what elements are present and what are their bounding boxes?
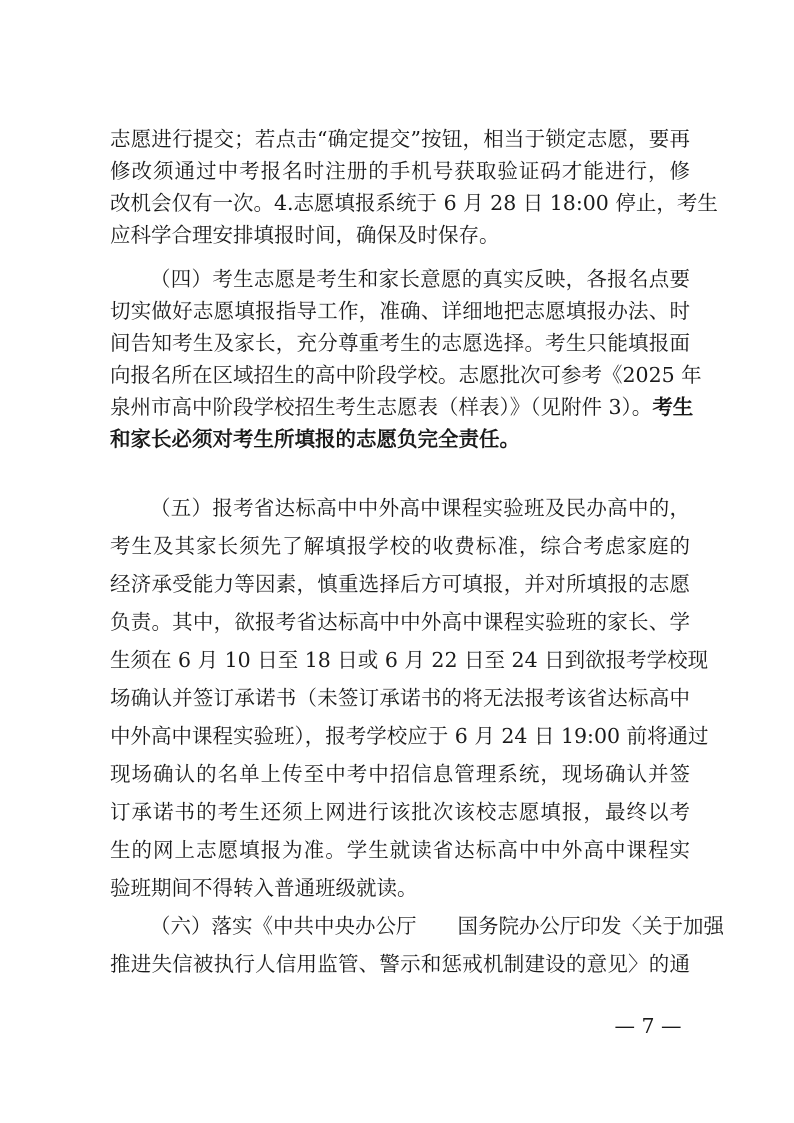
text-line: 生的网上志愿填报为准。学生就读省达标高中中外高中课程实 <box>110 838 690 862</box>
text-line: 负责。其中，欲报考省达标高中中外高中课程实验班的家长、学 <box>110 610 690 634</box>
text-line: 改机会仅有一次。4.志愿填报系统于 6 月 28 日 18:00 停止，考生 <box>110 191 718 215</box>
text-line: 切实做好志愿填报指导工作，准确、详细地把志愿填报办法、时 <box>110 299 690 323</box>
text-line: 现场确认的名单上传至中考中招信息管理系统，现场确认并签 <box>110 762 690 786</box>
text-line: 中外高中课程实验班），报考学校应于 6 月 24 日 19:00 前将通过 <box>110 724 709 748</box>
text-segment: 泉州市高中阶段学校招生考生志愿表（样表）》（见附件 3）。 <box>110 395 653 419</box>
text-line: 生须在 6 月 10 日至 18 日或 6 月 22 日至 24 日到欲报考学校现 <box>110 648 709 672</box>
text-line: 向报名所在区域招生的高中阶段学校。志愿批次可参考《2025 年 <box>110 363 702 387</box>
bold-text: 考生 <box>652 395 694 419</box>
paragraph-five-first-line: （五）报考省达标高中中外高中课程实验班及民办高中的， <box>150 496 690 520</box>
text-line: 间告知考生及家长，充分尊重考生的志愿选择。考生只能填报面 <box>110 331 690 355</box>
text-line: 考生及其家长须先了解填报学校的收费标准，综合考虑家庭的 <box>110 534 690 558</box>
text-line: 经济承受能力等因素，慎重选择后方可填报，并对所填报的志愿 <box>110 572 690 596</box>
text-line: 志愿进行提交；若点击“确定提交”按钮，相当于锁定志愿，要再 <box>110 127 690 151</box>
bold-text: 和家长必须对考生所填报的志愿负完全责任。 <box>110 427 520 451</box>
text-line: 场确认并签订承诺书（未签订承诺书的将无法报考该省达标高中 <box>110 686 690 710</box>
text-line: 修改须通过中考报名时注册的手机号获取验证码才能进行，修 <box>110 159 690 183</box>
paragraph-four-first-line: （四）考生志愿是考生和家长意愿的真实反映，各报名点要 <box>150 267 690 291</box>
paragraph-six-first-line: （六）落实《中共中央办公厅 国务院办公厅印发〈关于加强 <box>150 914 724 938</box>
text-line: 验班期间不得转入普通班级就读。 <box>110 876 418 900</box>
text-line: 推进失信被执行人信用监管、警示和惩戒机制建设的意见〉的通 <box>110 952 690 976</box>
text-line: 应科学合理安排填报时间，确保及时保存。 <box>110 223 500 247</box>
text-line <box>110 423 690 455</box>
text-line: 订承诺书的考生还须上网进行该批次该校志愿填报，最终以考 <box>110 800 690 824</box>
text-line <box>110 391 694 423</box>
page-number: — 7 — <box>614 1014 682 1038</box>
